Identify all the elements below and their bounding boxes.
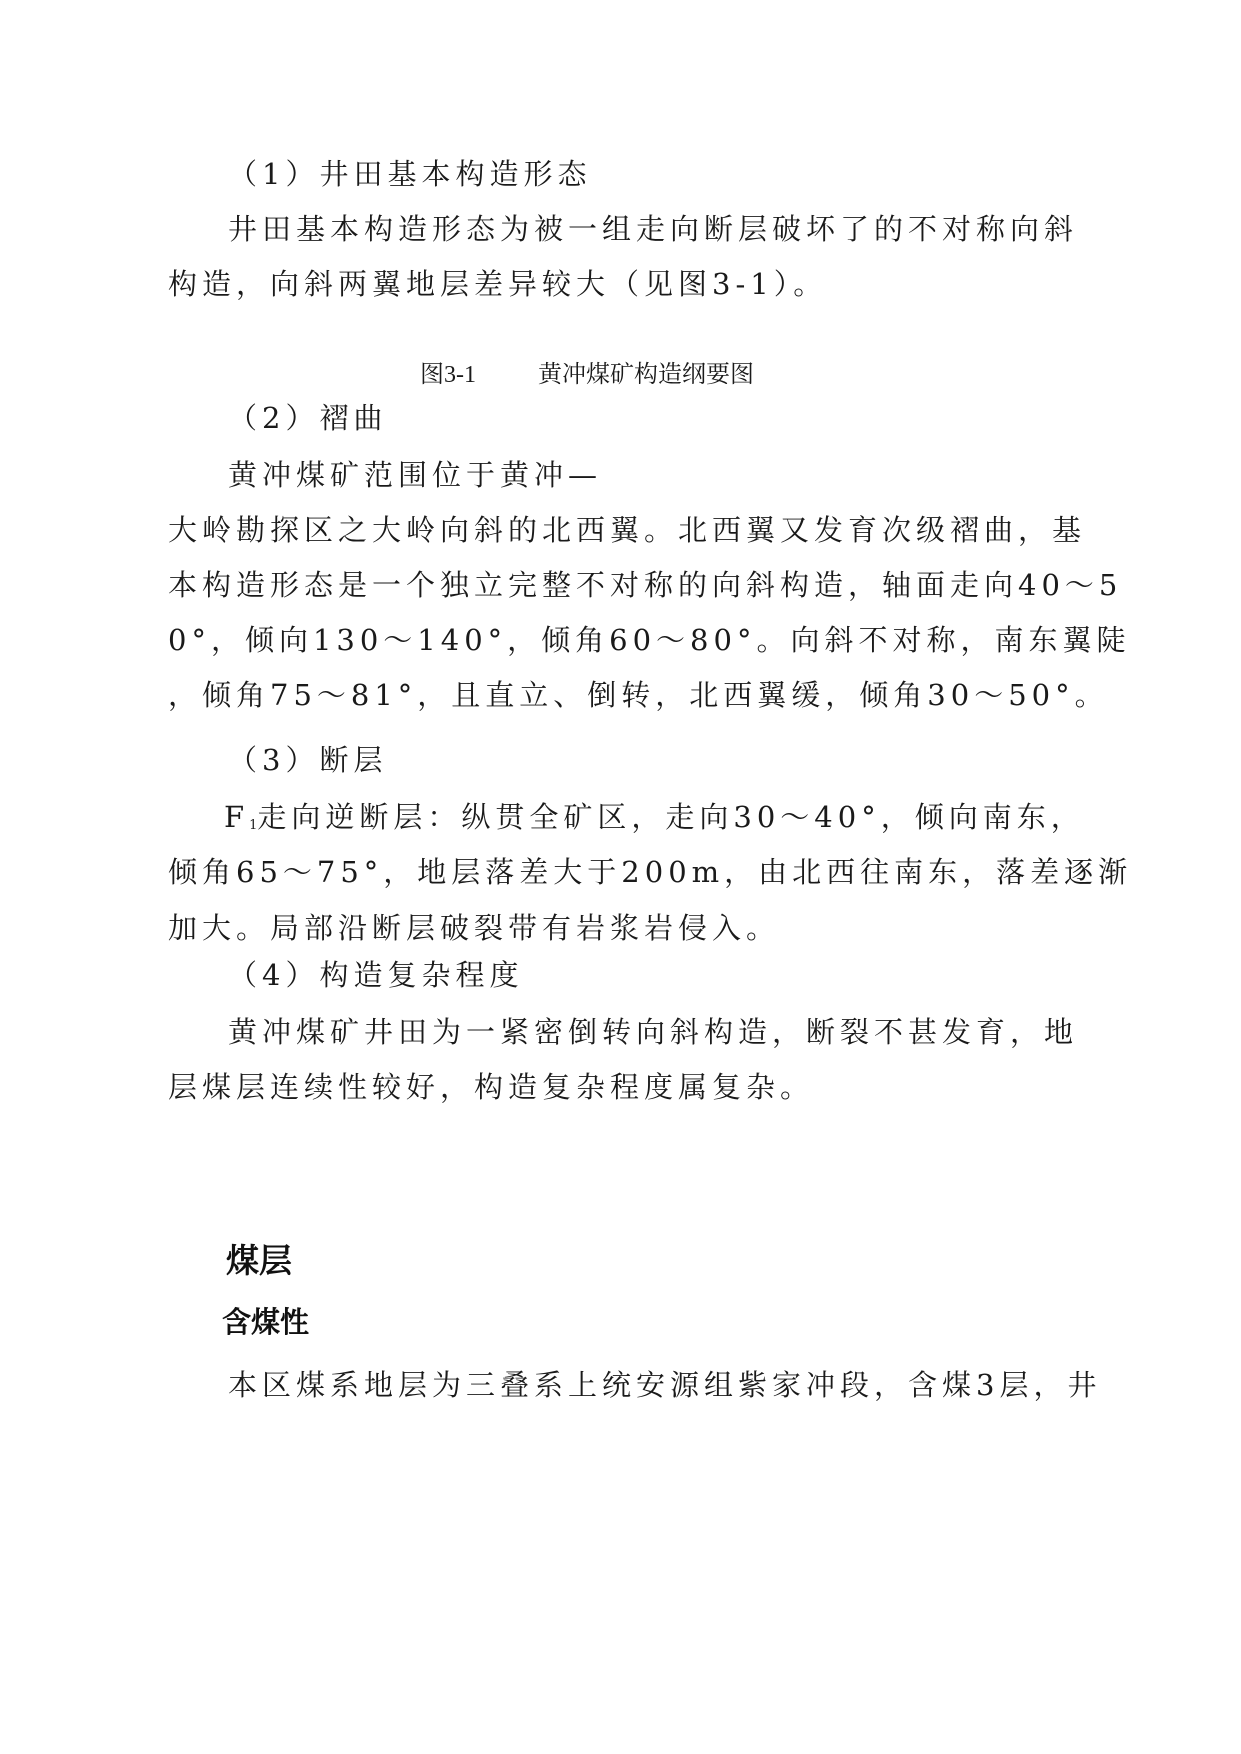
paragraph-line: 0°，倾向130～140°，倾角60～80°。向斜不对称，南东翼陡: [168, 623, 1131, 657]
paragraph-line: 层煤层连续性较好，构造复杂程度属复杂。: [168, 1070, 815, 1104]
figure-caption-text: 黄冲煤矿构造纲要图: [538, 362, 754, 388]
paragraph-line: 大岭勘探区之大岭向斜的北西翼。北西翼又发育次级褶曲，基: [168, 513, 1087, 547]
subheading-coal-bearing: 含煤性: [222, 1305, 310, 1339]
heading-coal-seams: 煤层: [226, 1241, 292, 1280]
paragraph-line: 井田基本构造形态为被一组走向断层破坏了的不对称向斜: [228, 212, 1079, 246]
section-4-title: （4）构造复杂程度: [228, 958, 524, 992]
section-3-title: （3）断层: [228, 743, 388, 777]
paragraph-line: 本构造形态是一个独立完整不对称的向斜构造，轴面走向40～5: [168, 568, 1123, 602]
fault-subscript: 1: [249, 818, 258, 833]
paragraph-line: 黄冲煤矿范围位于黄冲—: [228, 458, 603, 492]
paragraph-line: 本区煤系地层为三叠系上统安源组紫家冲段，含煤3层，井: [228, 1368, 1102, 1402]
paragraph-line: 倾角65～75°，地层落差大于200m，由北西往南东，落差逐渐: [168, 855, 1133, 889]
paragraph-line: 加大。局部沿断层破裂带有岩浆岩侵入。: [168, 911, 781, 945]
paragraph-text: 走向逆断层：纵贯全矿区，走向30～40°，倾向南东，: [257, 800, 1085, 834]
fault-symbol: F: [224, 800, 250, 834]
paragraph-line: ，倾角75～81°，且直立、倒转，北西翼缓，倾角30～50°。: [168, 678, 1109, 712]
figure-caption-number: 图3-1: [420, 362, 476, 388]
paragraph-line: 黄冲煤矿井田为一紧密倒转向斜构造，断裂不甚发育，地: [228, 1015, 1079, 1049]
section-2-title: （2）褶曲: [228, 401, 388, 435]
section-1-title: （1）井田基本构造形态: [228, 157, 592, 191]
paragraph-line: [224, 797, 1085, 846]
paragraph-line: 构造，向斜两翼地层差异较大（见图3-1）。: [168, 267, 828, 301]
figure-caption: [420, 360, 754, 390]
